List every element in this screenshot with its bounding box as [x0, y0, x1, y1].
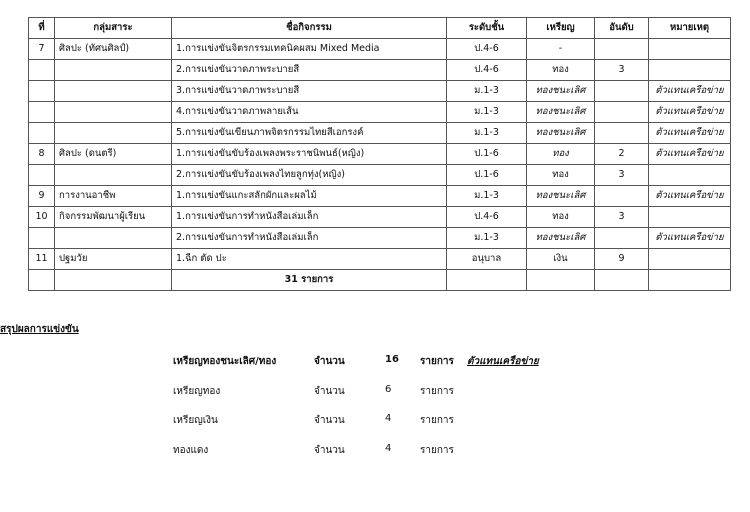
cell-note	[649, 249, 731, 270]
cell-level: ป.1-6	[447, 144, 527, 165]
table-row	[29, 249, 731, 270]
cell-no: 10	[29, 207, 55, 228]
summary-count-label: จำนวน	[314, 445, 345, 456]
summary-row	[0, 384, 750, 398]
cell-medal: ทองชนะเลิศ	[527, 123, 595, 144]
header-note: หมายเหตุ	[649, 18, 731, 39]
cell-group: กิจกรรมพัฒนาผู้เรียน	[55, 207, 172, 228]
cell-activity: 2.การแข่งขันการทำหนังสือเล่มเล็ก	[172, 228, 447, 249]
cell-activity: 1.การแข่งขันขับร้องเพลงพระราชนิพนธ์(หญิง)	[172, 144, 447, 165]
cell-group	[55, 60, 172, 81]
summary-count-label: จำนวน	[314, 356, 345, 367]
cell-activity: 1.ฉีก ตัด ปะ	[172, 249, 447, 270]
cell-no: 7	[29, 39, 55, 60]
cell-note: ตัวแทนเครือข่าย	[649, 186, 731, 207]
table-header-row	[29, 18, 731, 39]
summary-value: 4	[385, 443, 392, 454]
table-row	[29, 123, 731, 144]
header-rank: อันดับ	[595, 18, 649, 39]
cell-activity: 1.การแข่งขันแกะสลักผักและผลไม้	[172, 186, 447, 207]
cell-level: ม.1-3	[447, 102, 527, 123]
cell-note: ตัวแทนเครือข่าย	[649, 228, 731, 249]
cell-rank: 3	[595, 207, 649, 228]
total-empty-group	[55, 270, 172, 291]
header-no: ที่	[29, 18, 55, 39]
cell-level: อนุบาล	[447, 249, 527, 270]
summary-value: 6	[385, 384, 392, 395]
total-empty-note	[649, 270, 731, 291]
cell-rank: 3	[595, 165, 649, 186]
cell-group: ศิลปะ (ดนตรี)	[55, 144, 172, 165]
summary-count-label: จำนวน	[314, 386, 345, 397]
table-row	[29, 102, 731, 123]
total-empty-rank	[595, 270, 649, 291]
cell-rank	[595, 102, 649, 123]
cell-no	[29, 81, 55, 102]
summary-value: 16	[385, 354, 399, 365]
header-activity: ชื่อกิจกรรม	[172, 18, 447, 39]
summary-unit: รายการ	[420, 445, 454, 456]
header-level: ระดับชั้น	[447, 18, 527, 39]
table-row	[29, 165, 731, 186]
summary-unit: รายการ	[420, 386, 454, 397]
cell-medal: -	[527, 39, 595, 60]
cell-no	[29, 102, 55, 123]
cell-rank	[595, 186, 649, 207]
cell-no	[29, 123, 55, 144]
cell-no: 9	[29, 186, 55, 207]
summary-label: เหรียญทอง	[173, 386, 221, 397]
cell-group	[55, 123, 172, 144]
cell-activity: 1.การแข่งขันการทำหนังสือเล่มเล็ก	[172, 207, 447, 228]
cell-medal: ทองชนะเลิศ	[527, 81, 595, 102]
total-empty-no	[29, 270, 55, 291]
cell-group: การงานอาชีพ	[55, 186, 172, 207]
cell-rank	[595, 228, 649, 249]
cell-no: 8	[29, 144, 55, 165]
cell-medal: ทอง	[527, 207, 595, 228]
cell-no: 11	[29, 249, 55, 270]
cell-activity: 1.การแข่งขันจิตรกรรมเทคนิคผสม Mixed Media	[172, 39, 447, 60]
total-empty-level	[447, 270, 527, 291]
cell-note	[649, 207, 731, 228]
cell-activity: 3.การแข่งขันวาดภาพระบายสี	[172, 81, 447, 102]
cell-level: ม.1-3	[447, 186, 527, 207]
cell-rank: 2	[595, 144, 649, 165]
cell-note	[649, 60, 731, 81]
results-table	[28, 17, 731, 291]
cell-no	[29, 228, 55, 249]
cell-activity: 2.การแข่งขันวาดภาพระบายสี	[172, 60, 447, 81]
total-count: 31 รายการ	[172, 270, 447, 291]
cell-medal: เงิน	[527, 249, 595, 270]
cell-level: ม.1-3	[447, 228, 527, 249]
cell-medal: ทองชนะเลิศ	[527, 186, 595, 207]
summary-row	[0, 354, 750, 368]
cell-level: ม.1-3	[447, 123, 527, 144]
cell-level: ป.4-6	[447, 207, 527, 228]
table-row	[29, 207, 731, 228]
summary-value: 4	[385, 413, 392, 424]
cell-no	[29, 60, 55, 81]
cell-no	[29, 165, 55, 186]
cell-rank	[595, 39, 649, 60]
table-total-row	[29, 270, 731, 291]
summary-row	[0, 413, 750, 427]
table-row	[29, 186, 731, 207]
cell-note: ตัวแทนเครือข่าย	[649, 81, 731, 102]
cell-rank: 3	[595, 60, 649, 81]
cell-note	[649, 165, 731, 186]
table-row	[29, 81, 731, 102]
cell-medal: ทอง	[527, 144, 595, 165]
total-empty-medal	[527, 270, 595, 291]
cell-group	[55, 81, 172, 102]
cell-medal: ทองชนะเลิศ	[527, 102, 595, 123]
header-medal: เหรียญ	[527, 18, 595, 39]
cell-level: ป.4-6	[447, 60, 527, 81]
cell-note	[649, 39, 731, 60]
cell-group: ปฐมวัย	[55, 249, 172, 270]
cell-medal: ทองชนะเลิศ	[527, 228, 595, 249]
cell-level: ม.1-3	[447, 81, 527, 102]
cell-group	[55, 102, 172, 123]
cell-note: ตัวแทนเครือข่าย	[649, 102, 731, 123]
summary-label: เหรียญเงิน	[173, 415, 218, 426]
cell-level: ป.1-6	[447, 165, 527, 186]
summary-row	[0, 443, 750, 457]
cell-group	[55, 228, 172, 249]
table-row	[29, 228, 731, 249]
table-row	[29, 60, 731, 81]
cell-note: ตัวแทนเครือข่าย	[649, 123, 731, 144]
summary-label: ทองแดง	[173, 445, 209, 456]
cell-activity: 2.การแข่งขันขับร้องเพลงไทยลูกทุ่ง(หญิง)	[172, 165, 447, 186]
cell-note: ตัวแทนเครือข่าย	[649, 144, 731, 165]
cell-activity: 5.การแข่งขันเขียนภาพจิตรกรรมไทยสีเอกรงค์	[172, 123, 447, 144]
cell-group	[55, 165, 172, 186]
header-group: กลุ่มสาระ	[55, 18, 172, 39]
summary-label: เหรียญทองชนะเลิศ/ทอง	[173, 356, 277, 367]
summary-note: ตัวแทนเครือข่าย	[467, 356, 539, 367]
summary-count-label: จำนวน	[314, 415, 345, 426]
cell-group: ศิลปะ (ทัศนศิลป์)	[55, 39, 172, 60]
cell-level: ป.4-6	[447, 39, 527, 60]
summary-unit: รายการ	[420, 415, 454, 426]
cell-rank: 9	[595, 249, 649, 270]
cell-rank	[595, 81, 649, 102]
table-row	[29, 144, 731, 165]
cell-medal: ทอง	[527, 60, 595, 81]
cell-medal: ทอง	[527, 165, 595, 186]
table-row	[29, 39, 731, 60]
summary-unit: รายการ	[420, 356, 454, 367]
summary-title: สรุปผลการแข่งขัน	[0, 324, 79, 335]
cell-activity: 4.การแข่งขันวาดภาพลายเส้น	[172, 102, 447, 123]
cell-rank	[595, 123, 649, 144]
table-body	[29, 39, 731, 270]
